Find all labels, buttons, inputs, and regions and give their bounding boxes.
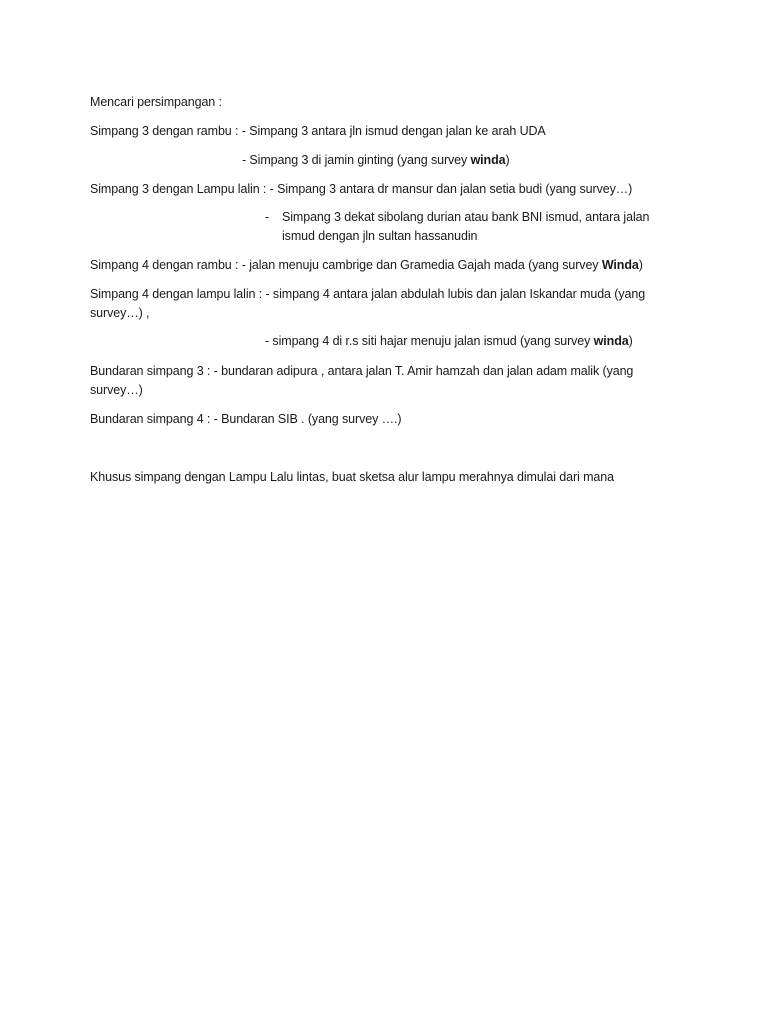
simpang3-lampu-item2-line1: Simpang 3 dekat sibolang durian atau bank BNI ismud, antara jalan <box>282 210 650 224</box>
sketch-instruction-note: Khusus simpang dengan Lampu Lalu lintas, buat sketsa alur lampu merahnya dimulai dari mana <box>90 470 614 484</box>
simpang4-lampu-item2-close: ) <box>628 334 633 348</box>
simpang4-rambu-item <box>90 256 643 275</box>
simpang3-rambu-item2-text: - Simpang 3 di jamin ginting (yang survey <box>242 153 471 167</box>
simpang4-lampu-item2 <box>265 332 633 351</box>
simpang3-lampu-item2-line2: ismud dengan jln sultan hassanudin <box>282 229 478 243</box>
bundaran4-item: Bundaran simpang 4 : - Bundaran SIB . (yang survey ….) <box>90 412 402 426</box>
simpang4-rambu-text: Simpang 4 dengan rambu : - jalan menuju cambrige dan Gramedia Gajah mada (yang survey <box>90 258 602 272</box>
simpang3-rambu-item1: Simpang 3 dengan rambu : - Simpang 3 antara jln ismud dengan jalan ke arah UDA <box>90 124 546 138</box>
simpang3-rambu-item2 <box>242 151 510 170</box>
simpang3-lampu-item2-bullet: - <box>265 210 270 224</box>
simpang4-lampu-item2-surveyor: winda <box>593 334 629 348</box>
bundaran3-line1: Bundaran simpang 3 : - bundaran adipura , antara jalan T. Amir hamzah dan jalan adam malik (yang <box>90 364 634 378</box>
bundaran3-line2: survey…) <box>90 383 143 397</box>
simpang4-lampu-item2-text: - simpang 4 di r.s siti hajar menuju jalan ismud (yang survey <box>265 334 594 348</box>
simpang3-rambu-item2-surveyor: winda <box>470 153 506 167</box>
simpang4-rambu-surveyor: Winda <box>601 258 639 272</box>
simpang4-lampu-line2: survey…) , <box>90 306 150 320</box>
simpang3-lampu-item1: Simpang 3 dengan Lampu lalin : - Simpang 3 antara dr mansur dan jalan setia budi (yang survey…) <box>90 182 633 196</box>
simpang3-rambu-item2-close: ) <box>505 153 510 167</box>
simpang4-rambu-close: ) <box>638 258 643 272</box>
simpang4-lampu-line1: Simpang 4 dengan lampu lalin : - simpang 4 antara jalan abdulah lubis dan jalan Iskandar muda (yang <box>90 287 646 301</box>
document-heading: Mencari persimpangan : <box>90 95 222 109</box>
